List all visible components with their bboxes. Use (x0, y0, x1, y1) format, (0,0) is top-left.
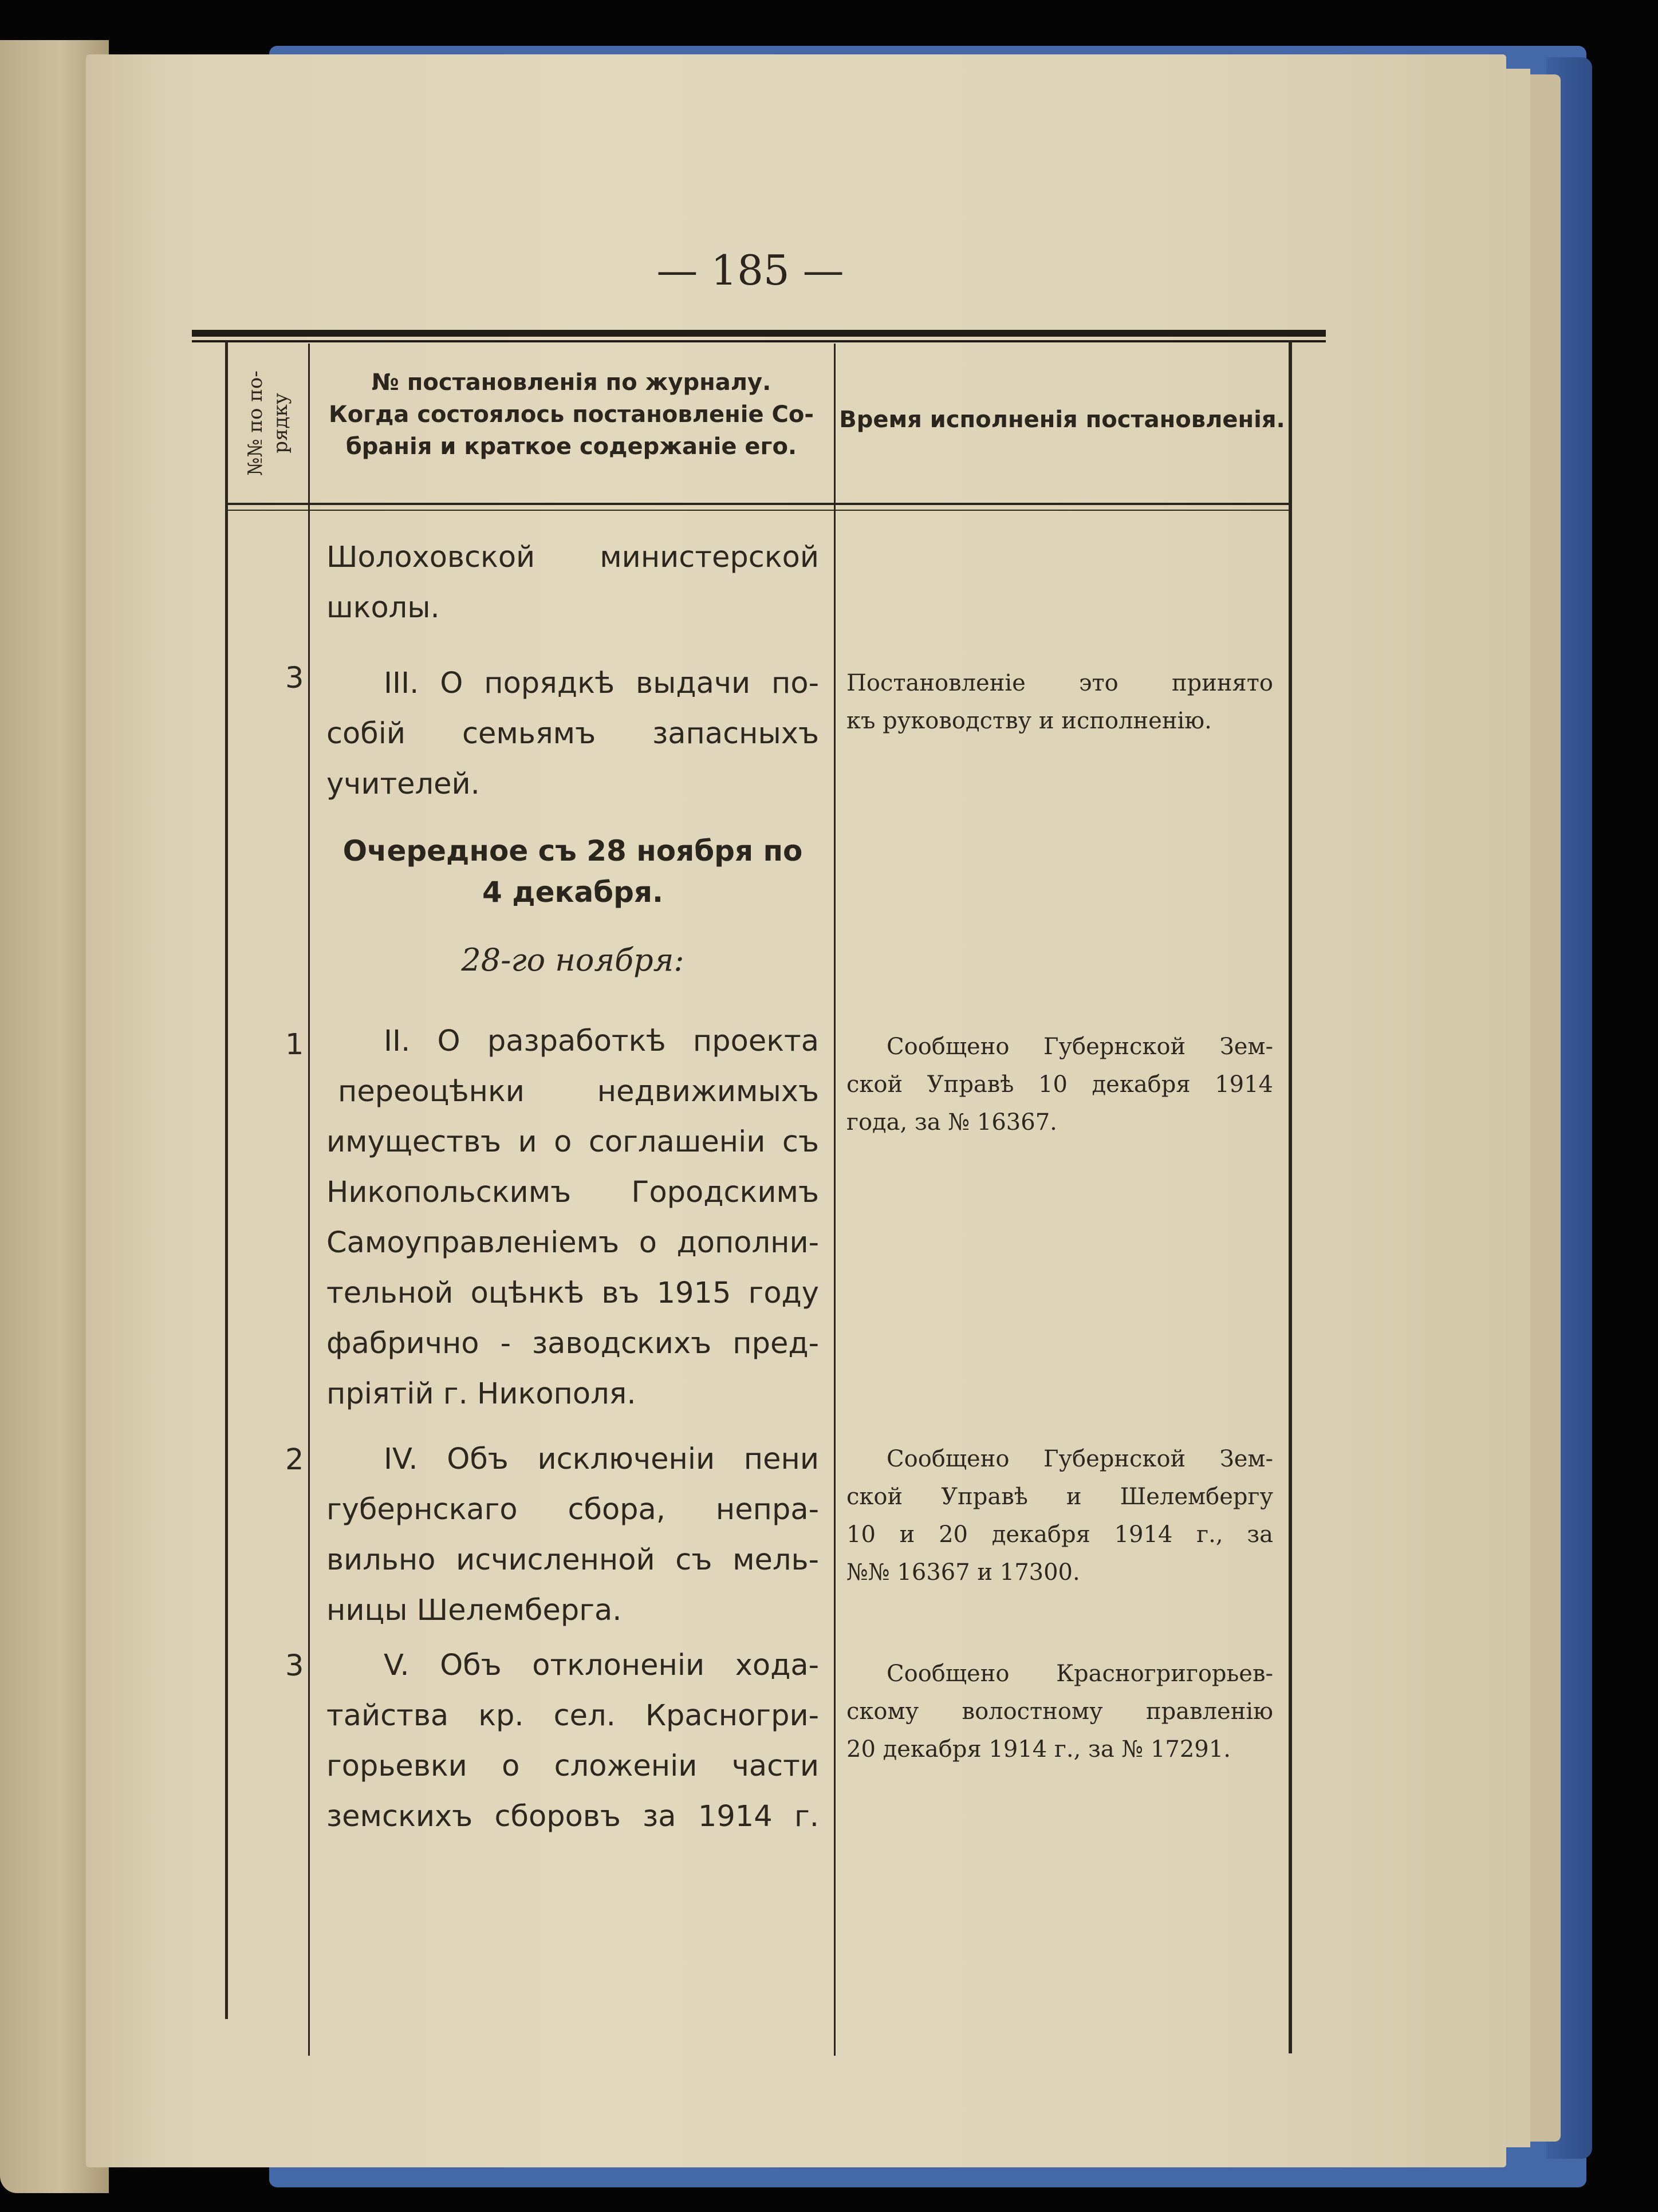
execution-text (846, 1028, 1273, 1141)
header-bottom-rule-thin (226, 510, 1291, 511)
entry-text (326, 1016, 819, 1420)
exec-line: ской Управѣ 10 декабря 1914 (846, 1071, 1273, 1098)
text-line: Самоуправленіемъ о дополни- (326, 1226, 819, 1260)
exec-line: къ руководству и исполненію. (846, 708, 1212, 734)
text-line: фабрично - заводскихъ пред- (326, 1327, 819, 1361)
exec-line: Постановленіе это принято (846, 670, 1273, 696)
table-right-border (1289, 341, 1292, 2053)
continuation-text (326, 533, 819, 633)
execution-text (846, 664, 1273, 740)
execution-text (846, 1440, 1273, 1591)
exec-line: Сообщено Красногригорьев- (887, 1661, 1273, 1687)
decision-column-header: № постановленія по журналу. Когда состоялось постановленіе Со- бранія и краткое содержаніе его. (329, 369, 814, 460)
row-number: 3 (285, 661, 304, 695)
exec-line: года, за № 16367. (846, 1109, 1057, 1135)
text-line: горьевки о сложеніи части (326, 1749, 819, 1783)
text-line: учителей. (326, 767, 480, 801)
text-line: тайства кр. сел. Красногри- (326, 1699, 819, 1733)
table-top-rule-thin (192, 340, 1326, 342)
text-line: Шолоховской министерской (326, 541, 819, 574)
table-top-rule (192, 330, 1326, 337)
execution-column-header: Время исполненія постановленія. (839, 407, 1285, 433)
exec-line: 20 декабря 1914 г., за № 17291. (846, 1736, 1231, 1762)
number-column-border (308, 344, 310, 2056)
exec-line: Сообщено Губернской Зем- (887, 1446, 1273, 1472)
text-line: Никопольскимъ Городскимъ (326, 1176, 819, 1209)
number-column-header-text: №№ по по- рядку (244, 370, 292, 476)
session-title-line: Очередное съ 28 ноября по (342, 834, 803, 868)
table-left-border (225, 341, 228, 2019)
text-line: переоцѣнки недвижимыхъ (338, 1075, 819, 1109)
text-line: ницы Шелемберга. (326, 1594, 622, 1627)
row-number: 3 (285, 1649, 304, 1683)
execution-text (846, 1655, 1273, 1768)
exec-line: скому волостному правленію (846, 1698, 1273, 1725)
text-line: имуществъ и о соглашеніи съ (326, 1125, 819, 1159)
text-line: вильно исчисленной съ мель- (326, 1543, 819, 1577)
session-heading (321, 830, 825, 913)
text-line: II. О разработкѣ проекта (384, 1024, 819, 1058)
text-line: тельной оцѣнкѣ въ 1915 году (326, 1276, 819, 1310)
entry-text (326, 1641, 819, 1842)
text-line: V. Объ отклоненіи хода- (384, 1649, 819, 1682)
entry-text (326, 1434, 819, 1636)
text-line: земскихъ сборовъ за 1914 г. (326, 1800, 819, 1834)
exec-line: Сообщено Губернской Зем- (887, 1034, 1273, 1060)
entry-text (326, 659, 819, 810)
row-number: 1 (285, 1028, 304, 1062)
text-line: школы. (326, 591, 440, 625)
middle-column-border (834, 344, 836, 2056)
exec-line: 10 и 20 декабря 1914 г., за (846, 1521, 1273, 1548)
header-bottom-rule (226, 503, 1291, 505)
session-title-line: 4 декабря. (482, 876, 663, 909)
row-number: 2 (285, 1443, 304, 1477)
text-line: IV. Объ исключеніи пени (384, 1442, 819, 1476)
text-line: III. О порядкѣ выдачи по- (384, 667, 819, 700)
exec-line: №№ 16367 и 17300. (846, 1559, 1080, 1586)
exec-line: ской Управѣ и Шелембергу (846, 1484, 1273, 1510)
number-column-header (228, 344, 308, 503)
text-line: губернскаго сбора, непра- (326, 1493, 819, 1527)
session-date: 28-го ноября: (461, 942, 684, 978)
text-line: пріятій г. Никополя. (326, 1377, 636, 1411)
page-number: — 185 — (656, 246, 844, 294)
text-line: собій семьямъ запасныхъ (326, 717, 819, 751)
